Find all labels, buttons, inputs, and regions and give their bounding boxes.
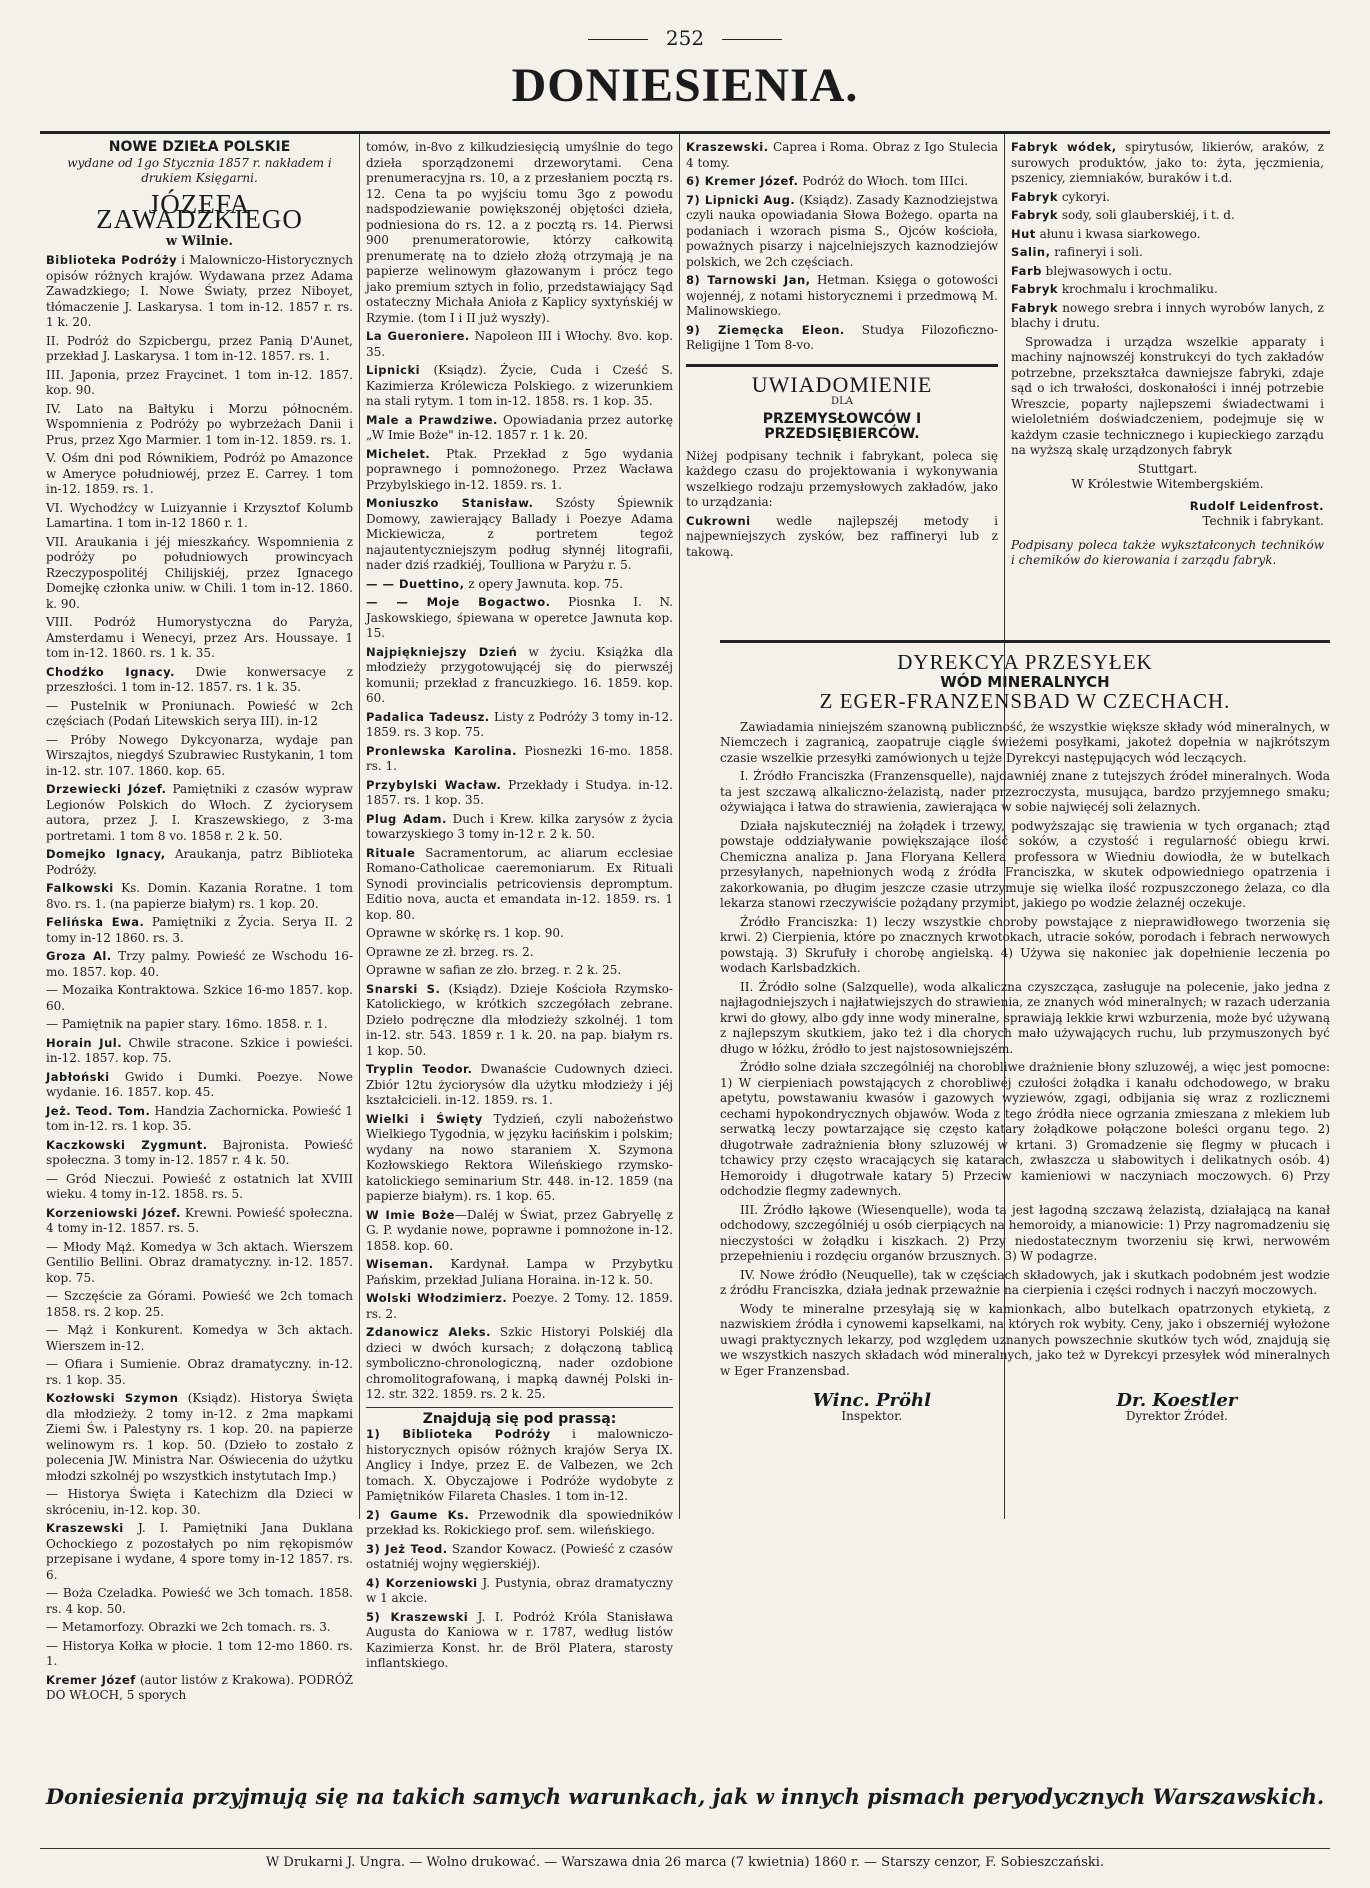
list-item (46, 1673, 353, 1704)
publisher-place: w Wilnie. (165, 233, 234, 249)
entry-name: Pronlewska Karolina. (366, 743, 517, 758)
entry-name: Rituale (366, 845, 416, 860)
list-item (366, 1325, 673, 1403)
dyrekcya-paragraph: I. Źródło Franciszka (Franzensquelle), najdawniéj znane z tutejszych źródeł mineralnych. Woda ta jest szczawą alkaliczno-żelazistą, nader przezroczysta, musująca, bardzo przyjemnego smaku; ożywiająca i łatwa do strawienia, zawierająca w sobie najwięcéj soli żelaznych. (720, 769, 1330, 814)
entry-text: II. Podróż do Szpicbergu, przez Panią D'Aunet, przekład J. Laskarysa. 1 tom in-12. 1857. rs. 1. (46, 333, 353, 363)
entry-text: Bajronista. Powieść społeczna. 3 tomy in-12. 1857 r. 4 k. 50. (46, 1137, 354, 1167)
list-item (46, 1586, 353, 1617)
entry-name: Farb (1011, 263, 1042, 278)
entry-text: tomów, in-8vo z kilkudziesięcią umyślnie do tego dzieła sporządzonemi drzeworytami. Cena prenumeracyjna rs. 10, a z przesłaniem pocztą rs. 12. Cena ta po wyjściu tomu 3go z powodu nadspodziewanie powiększonéj objętości dzieła, podniesiona do rs. 12. a z pocztą rs. 14. Pierwsi 900 prenumeratorowie, którzy całkowitą prenumeratę na to dzieło złożą otrzymają je na papierze welinowym głazowanym i prócz tego jako premium sztych in folio, przedstawiający Sąd ostateczny Michała Anioła z Kaplicy syxtyńskiéj w Rzymie. (tom I i II już wyszły). (366, 140, 673, 325)
list-item (46, 983, 353, 1014)
entry-name: Fabryk (1011, 208, 1058, 222)
col3-entries (686, 140, 998, 354)
entry-text: Podróż do Włoch. tom IIIci. (798, 174, 969, 188)
list-item (366, 1542, 673, 1573)
entry-text: Sacramentorum, ac aliarum ecclesiae Romano-Catholicae caeremoniarum. Ex Rituali Synodi provincialis petricoviensis depromptum. Editio nova, aucta et emandata in-12. 1859. rs. 1 kop. 80. (366, 845, 673, 922)
entry-name: — — Moje Bogactwo. (366, 595, 551, 609)
list-item (46, 1206, 353, 1237)
sig2-name: Dr. Koestler (1116, 1390, 1238, 1411)
uw-cukrowni (686, 514, 998, 561)
entry-name: Fabryk (1011, 189, 1058, 204)
uw-rule (686, 364, 998, 367)
entry-text: Szandor Kowacz. (Powieść z czasów ostatniéj wojny węgierskiéj). (366, 1541, 673, 1571)
entry-name: Snarski S. (366, 981, 441, 996)
dash-right (722, 39, 782, 40)
list-item (1011, 190, 1324, 206)
list-item (366, 1576, 673, 1607)
entry-text: (Ksiądz). Życie, Cuda i Cześć S. Kazimierza Królewicza Polskiego. z wizerunkiem na stali rytym. 1 tom in-12. 1858. rs. 1 kop. 35. (366, 363, 673, 408)
entry-text: — Gród Nieczui. Powieść z ostatnich lat XVIII wieku. 4 tomy in-12. 1858. rs. 5. (46, 1171, 353, 1201)
entry-name: 6) Kremer Józef. (686, 174, 799, 188)
dyrekcya-paragraph: Działa najskuteczniéj na żołądek i trzewy, podwyższając się trawienia w tych organach; ztąd powstaje oddziaływanie powiększające ilość soków, a czystość i regularność obiegu krwi. Chemiczna analiza p. Jana Floryana Kellera professora w Wiedniu dowiodła, że w butelkach przesyłanych, napełnionych wodą z źródła Franciszka, w skutek odpowiedniego opatrzenia i zakorkowania, po długim jeszcze czasie utrzymuje się wielka ilość rozpuszczonego żelaza, co dla lekarza stanowi rzeczywiście pożądany przymiot, jakiego po wodzie żelaznéj oczekuje. (720, 818, 1330, 910)
col2-entries (366, 140, 673, 1403)
entry-text: Studya Filozoficzno-Religijne 1 Tom 8-vo. (686, 322, 998, 352)
column-1 (40, 134, 360, 1702)
list-item (686, 273, 998, 320)
list-item (46, 1172, 353, 1203)
entry-name: Fabryk (1011, 300, 1058, 315)
press-entries (366, 1427, 673, 1672)
list-item (46, 1240, 353, 1287)
entry-text: — Pamiętnik na papier stary. 16mo. 1858. r. 1. (46, 1017, 328, 1031)
entry-name: 7) Lipnicki Aug. (686, 192, 796, 207)
list-item (46, 501, 353, 532)
list-item (1011, 264, 1324, 280)
list-item (46, 1104, 353, 1135)
list-item (366, 595, 673, 642)
entry-name: Salin, (1011, 245, 1051, 259)
list-item (366, 744, 673, 775)
entry-text: — Szczęście za Górami. Powieść we 2ch tomach 1858. rs. 2 kop. 25. (46, 1289, 353, 1319)
list-item (366, 945, 673, 961)
list-item (1011, 245, 1324, 261)
list-item (46, 402, 353, 449)
dyrekcya-title-2: WÓD MINERALNYCH (940, 672, 1110, 691)
list-item (686, 140, 998, 171)
dyrekcya-ad (720, 640, 1330, 1540)
column-2 (360, 134, 680, 1670)
entry-text: VI. Wychodźcy w Luizyannie i Krzysztof Kolumb Lamartina. 1 tom in-12 1860 r. 1. (46, 500, 353, 530)
dyrekcya-paragraph: Wody te mineralne przesyłają się w kamionkach, albo butelkach opatrzonych etykietą, z nazwiskiem źródła i cynowemi kapselkami, na których rok wybity. Ceny, jako i obszerniéj wyłożone uwagi praktycznych lekarzy, pod względem uznanych powszechnie skutków tych wód, znajdują się we wszystkich naszych składach wód mineralnych, jako też w Dyrekcyi przesyłek wód mineralnych w Eger Franzensbad. (720, 1301, 1330, 1378)
entry-text: sody, soli glauberskiéj, i t. d. (1058, 208, 1235, 222)
list-item (46, 1521, 353, 1583)
entry-name: Michelet. (366, 446, 431, 461)
entry-text: Hetman. Księga o gotowości wojennéj, z notami historycznemi i przedmową M. Malinowskiego. (686, 273, 998, 318)
entry-text: (Ksiądz). Zasady Kaznodziejstwa czyli nauka opowiadania Słowa Bożego. oparta na podaniach i wzorach pisma S., Ojców kościoła, poważnych pisarzy i najcelniejszych kaznodziejów polskich, we 2ch częściach. (686, 192, 998, 269)
entry-name: Przybylski Wacław. (366, 777, 502, 792)
entry-text: i Malowniczo-Historycznych opisów różnych krajów. Wydawana przez Adama Zawadzkiego; I. Nowe Światy, przez Niboyet, tłómaczenie J. Laskarysa. 1 tom in-12. 1857 r. rs. 1 k. 20. (46, 253, 353, 329)
entry-text: Oprawne w skórkę rs. 1 kop. 90. (366, 926, 564, 940)
list-item (46, 1620, 353, 1636)
entry-name: Plug Adam. (366, 811, 447, 826)
entry-text: Krewni. Powieść społeczna. 4 tomy in-12. 1857. rs. 5. (46, 1205, 353, 1235)
list-item (46, 1639, 353, 1670)
entry-name: Fabryk (1011, 282, 1058, 296)
entry-text: blejwasowych i octu. (1041, 263, 1173, 278)
uw-text: Niżej podpisany technik i fabrykant, poleca się każdego czasu do projektowania i wykonywania wszelkiego rodzaju przemysłowych zakładów, jako to urządzania: (686, 448, 998, 509)
imprint-rule (40, 1848, 1330, 1849)
entry-name: Domejko Ignacy, (46, 847, 166, 861)
list-item (46, 733, 353, 780)
uw-dla: DLA (831, 396, 853, 407)
list-item (46, 451, 353, 498)
list-item (46, 699, 353, 730)
entry-text: Gwido i Dumki. Poezye. Nowe wydanie. 16. 1857. kop. 45. (46, 1069, 353, 1099)
list-item (366, 1508, 673, 1539)
dyrekcya-title-3: Z EGER-FRANZENSBAD W CZECHACH. (819, 689, 1231, 713)
publisher-name: JÓZEFA ZAWADZKIEGO (96, 188, 303, 234)
entry-name: Fabryk wódek, (1011, 140, 1117, 154)
signature-2 (1116, 1390, 1238, 1424)
entry-text: i malowniczo-historycznych opisów różnych krajów Serya IX. Anglicy i Indye, przez E. de Valbezen, we 2ch tomach. X. Obyczajowe i Podróże wydobyte z Pamiętników Filareta Chasles. 1 tom in-12. (366, 1427, 673, 1503)
col4-place: Stuttgart. (1137, 461, 1198, 476)
list-item (46, 1036, 353, 1067)
entry-text: — Mąż i Konkurent. Komedya w 3ch aktach. Wierszem in-12. (46, 1323, 353, 1353)
col1-subheading: wydane od 1go Stycznia 1857 r. nakładem i drukiem Księgarni. (67, 155, 332, 185)
col1-entries (46, 253, 353, 1704)
entry-text: Przewodnik dla spowiedników przekład ks. Rokickiego prof. sem. wileńskiego. (366, 1507, 673, 1537)
entry-name: — — Duettino, (366, 576, 465, 591)
list-item (366, 645, 673, 707)
page-number: 252 (665, 26, 705, 50)
entry-text: (autor listów z Krakowa). PODRÓŻ DO WŁOCH, 5 sporych (46, 1672, 353, 1702)
entry-text: Chwile stracone. Szkice i powieści. in-12. 1857. kop. 75. (46, 1035, 353, 1065)
entry-text: Duch i Krew. kilka zarysów z życia towarzyskiego 3 tomy in-12 r. 2 k. 50. (366, 811, 673, 841)
list-item (1011, 282, 1324, 298)
list-item (366, 1062, 673, 1109)
entry-text: — Historya Święta i Katechizm dla Dzieci w skróceniu, in-12. kop. 30. (46, 1487, 353, 1517)
list-item (46, 949, 353, 980)
list-item (46, 881, 353, 912)
dyrekcya-signatures (720, 1390, 1330, 1424)
list-item (46, 1391, 353, 1484)
entry-name: Najpiękniejszy Dzień (366, 644, 518, 659)
col4-signer-title: Technik i fabrykant. (1202, 514, 1324, 528)
entry-text: Przekłady i Studya. in-12. 1857. rs. 1 kop. 35. (366, 777, 674, 807)
entry-name: Tryplin Teodor. (366, 1062, 473, 1076)
list-item (366, 447, 673, 494)
entry-text: VII. Araukania i jéj mieszkańcy. Wspomnienia z podróży po południowych prowincyach Rzeczypospolitéj Chilijskiéj, przez Ignacego Domejkę członka uniw. w Chili. 1 tom in-12. 1860. k. 90. (46, 534, 353, 611)
entry-text: — Pustelnik w Proniunach. Powieść w 2ch częściach (Podań Litewskich serya III). in-12 (46, 698, 353, 728)
entry-text: spirytusów, likierów, araków, z surowych produktów, jako to: żyta, jęczmienia, pszenicy, ziemniaków, buraków i t.d. (1011, 140, 1324, 185)
entry-text: Poezye. 2 Tomy. 12. 1859. rs. 2. (366, 1291, 673, 1321)
notice: Doniesienia przyjmują się na takich samych warunkach, jak w innych pismach peryodycznych Warszawskich. (45, 1784, 1325, 1809)
entry-text: — Metamorfozy. Obrazki we 2ch tomach. rs. 3. (46, 1620, 331, 1634)
entry-text: Listy z Podróży 3 tomy in-12. 1859. rs. 3 kop. 75. (366, 709, 673, 739)
entry-name: Kraszewski. (686, 140, 769, 154)
entry-text: rafineryi i soli. (1050, 245, 1143, 259)
entry-text: Araukanja, patrz Biblioteka Podróży. (46, 847, 353, 877)
entry-text: — Ofiara i Sumienie. Obraz dramatyczny. in-12. rs. 1 kop. 35. (46, 1357, 353, 1387)
entry-text: Caprea i Roma. Obraz z Igo Stulecia 4 tomy. (686, 140, 998, 170)
entry-name: La Gueroniere. (366, 329, 470, 343)
list-item (46, 847, 353, 878)
entry-text: Szósty Śpiewnik Domowy, zawierający Ballady i Poezye Adama Mickiewicza, z portretem tegoż najautentyczniejszym podług słynnéj litografii, nader dziś rzadkiéj, Toulliona w Paryżu r. 5. (366, 496, 674, 572)
entry-name: Wiseman. (366, 1257, 434, 1271)
entry-name: Wielki i Święty (366, 1111, 483, 1126)
entry-text: Piosnka I. N. Jaskowskiego, śpiewana w operetce Jawnuta kop. 15. (366, 595, 673, 640)
entry-text: — Historya Kołka w płocie. 1 tom 12-mo 1860. rs. 1. (46, 1638, 353, 1668)
entry-name: Zdanowicz Aleks. (366, 1325, 492, 1339)
list-item (46, 368, 353, 399)
list-item (686, 193, 998, 271)
entry-name: Drzewiecki Józef. (46, 782, 167, 796)
list-item (46, 1070, 353, 1101)
entry-name: 3) Jeż Teod. (366, 1541, 448, 1556)
entry-name: 5) Kraszewski (366, 1609, 469, 1624)
entry-text: w życiu. Książka dla młodzieży przygotowującéj się do pierwszéj komunii; przekład z francuzkiego. 16. 1859. kop. 60. (366, 644, 673, 705)
list-item (46, 665, 353, 696)
entry-name: 4) Korzeniowski (366, 1575, 478, 1590)
entry-text: — Boża Czeladka. Powieść we 3ch tomach. 1858. rs. 4 kop. 50. (46, 1586, 353, 1616)
entry-text: Oprawne ze zł. brzeg. rs. 2. (366, 944, 534, 959)
entry-text: ałunu i kwasa siarkowego. (1035, 226, 1201, 241)
entry-text: — Mozaika Kontraktowa. Szkice 16-mo 1857. kop. 60. (46, 983, 353, 1013)
list-item (46, 253, 353, 331)
dyrekcya-paragraph: III. Źródło łąkowe (Wiesenquelle), woda ta jest łagodną szczawą żelazistą, działającą na kanał odchodowy, szczególniéj u osób cierpiących na hemoroidy, a mianowicie: 1) Przy nagromadzeniu się nieczystości w żołądku i kiszkach. 2) Przy niedostatecznym tworzeniu się krwi, nerwowém przepełnieniu i rozdęciu organów brzusznych. 3) W podagrze. (720, 1202, 1330, 1263)
list-item (1011, 208, 1324, 224)
entry-text: nowego srebra i innych wyrobów lanych, z blachy i drutu. (1011, 300, 1324, 330)
uw-cukrowni-label: Cukrowni (686, 513, 751, 528)
entry-text: (Ksiądz). Dzieje Kościoła Rzymsko-Katolickiego, w krótkich szczegółach zebrane. Dzieło podręczne dla młodzieży szkolnéj. 1 tom in-12. str. 543. 1859 r. 1 k. 20. na pap. białym rs. 1 kop. 50. (366, 981, 673, 1058)
list-item (366, 778, 673, 809)
entry-text: Trzy palmy. Powieść ze Wschodu 16-mo. 1857. kop. 40. (46, 949, 353, 979)
entry-name: Horain Jul. (46, 1035, 123, 1050)
dyrekcya-paragraph: Zawiadamia niniejszém szanowną publiczność, że wszystkie większe składy wód mineralnych, w Niemczech i zagranicą, zaopatruje ciągle świeżemi posyłkami, jakoteż dopełnia w najkrótszym czasie wszelkie przesyłki zamówionych u tejże Dyrekcyi następujących wód leczących. (720, 719, 1330, 765)
entry-text: — Próby Nowego Dykcyonarza, wydaje pan Wirszajtos, niegdyś Szubrawiec Rustykanin, 1 tom in-12. str. 107. 1860. kop. 65. (46, 732, 354, 778)
list-item (1011, 140, 1324, 187)
signature-1 (812, 1390, 931, 1424)
entry-text: Pamiętniki z czasów wypraw Legionów Polskich do Włoch. Z życiorysem autora, przez J. I. Kraszewskiego, z 3-ma portretami. 1 tom 8 vo. 1858 r. 2 k. 50. (46, 782, 353, 843)
list-item (686, 323, 998, 354)
entry-name: Padalica Tadeusz. (366, 709, 490, 724)
entry-text: Pamiętniki z Życia. Serya II. 2 tomy in-12 1860. rs. 3. (46, 915, 353, 945)
entry-text: Tydzień, czyli nabożeństwo Wielkiego Tygodnia, w języku łacińskim i polskim; wydany na nowo staraniem X. Szymona Kozłowskiego Rektora Wileńskiego rzymsko-katolickiego seminarium Str. 448. in-12. 1859 (na papierze białym). rs. 1 kop. 65. (366, 1111, 673, 1203)
list-item (46, 1138, 353, 1169)
entry-text: IV. Lato na Bałtyku i Morzu północném. Wspomnienia z Podróży po wybrzeżach Danii i Prus, przez Xgo Marmier. 1 tom in-12. 1859. rs. 1. (46, 401, 353, 447)
entry-text: z opery Jawnuta. kop. 75. (464, 576, 623, 591)
list-item (366, 1291, 673, 1322)
entry-text: Szkic Historyi Polskiéj dla dzieci w dwóch kursach; z dołączoną tablicą symboliczno-chronologiczną, nader ozdobione chromolitografowaną, i mapką dawnéj Polski in-12. str. 322. 1859. rs. 2 k. 25. (366, 1325, 673, 1401)
dyrekcya-paragraph: IV. Nowe źródło (Neuquelle), tak w częściach składowych, jak i skutkach podobném jest wodzie z źródłu Franciszka, działa jednak przeważnie na cierpienia i części rodnych i naczyń moczowych. (720, 1267, 1330, 1297)
uw-title: UWIADOMIENIE (751, 371, 933, 397)
entry-name: Chodźko Ignacy. (46, 664, 175, 679)
list-item (366, 329, 673, 360)
dyrekcya-paragraph: Źródło solne działa szczególniéj na chorobliwe drażnienie błony szluzowéj, a więc jest pomocne: 1) W cierpieniach powstających z chorobliwéj czułości żołądka i kanału odchodowego, w braku apetytu, powstawaniu kwasów i gazowych wyziewów, zgagi, odbijania się wraz z rozlicznemi cechami hypokondrycznych objawów. Woda z tego źródła niece ogrzania zmieszana z mlekiem lub serwatką leczy powtarzające się często katary żołądkowe połączone boleści organu tego. 2) długotrwałe zadrażnienia błony szluzowéj w krtani. 3) Gromadzenie się flegmy w płucach i tchawicy przy często wracających się katarach, zwłaszcza u słabowitych i delikatnych osób. 4) Hemoroidy i długotrwałe katary 5) Przeciw kamieniowi w naczyniach moczowych. 6) Przy odchodzie flegmy zadewnych. (720, 1060, 1330, 1198)
entry-text: Kardynał. Lampa w Przybytku Pańskim, przekład Juliana Horaina. in-12 k. 50. (366, 1257, 673, 1287)
entry-name: Korzeniowski Józef. (46, 1205, 181, 1220)
dyrekcya-title-1: DYREKCYA PRZESYŁEK (897, 650, 1153, 674)
entry-text: V. Ośm dni pod Równikiem, Podróż po Amazonce w Ameryce południowéj, przez E. Carrey. 1 tom in-12. 1859. rs. 1. (46, 451, 353, 496)
entry-name: Lipnicki (366, 363, 421, 377)
entry-text: (Ksiądz). Historya Święta dla młodzieży. 2 tomy in-12. z 2ma mapkami Ziemi Św. i Palestyny rs. 1 kop. 20. na papierze welinowym rs. 1 kop. 50. (Dzieło to zostało z polecenia JW. Ministra Nar. Oświecenia do użytku młodzi szkolnéj po wszystkich instytutach Imp.) (46, 1391, 354, 1483)
list-item (366, 812, 673, 843)
list-item (1011, 227, 1324, 243)
uw-subtitle: PRZEMYSŁOWCÓW I PRZEDSIĘBIERCÓW. (762, 410, 922, 442)
list-item (46, 1017, 353, 1033)
entry-text: Ptak. Przekład z 5go wydania poprawnego i pomnożonego. Przez Wacława Przybylskiego in-12. 1859. rs. 1. (366, 446, 673, 492)
entry-name: 8) Tarnowski Jan, (686, 273, 811, 287)
entry-name: 1) Biblioteka Podróży (366, 1427, 551, 1441)
entry-name: Moniuszko Stanisław. (366, 496, 534, 510)
list-item (366, 140, 673, 326)
col4-note: Podpisany poleca także wykształconych techników i chemików do kierowania i zarządu fabryk. (1011, 537, 1324, 567)
entry-text: Piosnezki 16-mo. 1858. rs. 1. (366, 743, 673, 773)
list-item (366, 413, 673, 444)
entry-text: — Młody Mąż. Komedya w 3ch aktach. Wierszem Gentilio Bellini. Obraz dramatyczny. in-12. 1857. kop. 75. (46, 1239, 353, 1285)
list-item (366, 982, 673, 1060)
entry-name: Hut (1011, 226, 1036, 241)
page-number-row (40, 26, 1330, 50)
entry-text: Opowiadania przez autorkę „W Imie Boże" in-12. 1857 r. 1 k. 20. (366, 412, 674, 442)
list-item (366, 1427, 673, 1505)
list-item (46, 1357, 353, 1388)
entry-name: Biblioteka Podróży (46, 253, 178, 267)
dyrekcya-paragraph: II. Źródło solne (Salzquelle), woda alkaliczna czyszcząca, zasługuje na polecenie, jako jedna z najłagodniejszych i najłatwiejszych do strawienia, ze znanych wód mineralnych; w razach uderzania krwi do głowy, albo gdy inne wody mineralne, sprawiają lekkie krwi wzburzenia, może być używaną z najlepszym skutkiem, jako też i dla chorych mało używających ruchu, lub przymuszonych być długo w łóżku, źródło to jest najstosowniejszém. (720, 979, 1330, 1056)
list-item (46, 535, 353, 613)
list-item (46, 1323, 353, 1354)
entry-text: Handzia Zachornicka. Powieść 1 tom in-12. rs. 1 kop. 35. (46, 1103, 353, 1133)
col4-place2: W Królestwie Witembergskiém. (1071, 477, 1264, 491)
press-rule (366, 1407, 673, 1408)
entry-name: 2) Gaume Ks. (366, 1507, 470, 1522)
entry-text: Napoleon III i Włochy. 8vo. kop. 35. (366, 329, 674, 359)
entry-text: —Daléj w Świat, przez Gabryellę z G. P. wydanie nowe, poprawne i pomnożone in-12. 1858. kop. 60. (366, 1207, 674, 1253)
imprint: W Drukarni J. Ungra. — Wolno drukować. — Warszawa dnia 26 marca (7 kwietnia) 1860 r. — Starszy cenzor, F. Sobieszczański. (265, 1855, 1105, 1870)
uw-cukrowni-text: wedle najlepszéj metody i najpewniejszych zysków, bez raffineryi lub z takową. (686, 513, 998, 559)
entry-name: Kaczkowski Zygmunt. (46, 1137, 208, 1152)
entry-name: Felińska Ewa. (46, 915, 145, 929)
sig1-title: Inspektor. (841, 1408, 903, 1423)
entry-name: W Imie Boże (366, 1207, 455, 1222)
entry-text: Dwanaście Cudownych dzieci. Zbiór 12tu życiorysów dla użytku młodzieży i jéj kształcicieli. in-12. 1859. rs. 1. (366, 1062, 673, 1107)
entry-name: Jabłoński (46, 1069, 110, 1084)
col4-entries (1011, 140, 1324, 332)
masthead: DONIESIENIA. (511, 59, 859, 112)
entry-text: III. Japonia, przez Fraycinet. 1 tom in-12. 1857. kop. 90. (46, 367, 353, 397)
list-item (366, 496, 673, 574)
dash-left (588, 39, 648, 40)
list-item (46, 615, 353, 662)
list-item (46, 1487, 353, 1518)
entry-name: Groza Al. (46, 949, 112, 963)
list-item (686, 174, 998, 190)
entry-text: VIII. Podróż Humorystyczna do Paryża, Amsterdamu i Wenecyi, przez Ars. Houssaye. 1 tom in-12. 1860. rs. 1 k. 35. (46, 615, 353, 660)
sig1-name: Winc. Pröhl (812, 1390, 931, 1411)
list-item (46, 782, 353, 844)
dyrekcya-rule (720, 640, 1330, 643)
entry-name: Male a Prawdziwe. (366, 412, 498, 427)
list-item (366, 1257, 673, 1288)
list-item (46, 1289, 353, 1320)
entry-text: Oprawne w safian ze zło. brzeg. r. 2 k. 25. (366, 963, 622, 977)
entry-name: 9) Ziemęcka Eleon. (686, 322, 845, 337)
list-item (366, 710, 673, 741)
list-item (366, 846, 673, 924)
dyrekcya-paragraph: Źródło Franciszka: 1) leczy wszystkie choroby powstające z nieprawidłowego tworzenia się krwi. 2) Cierpienia, które po znacznych krwotokach, utracie soków, porodach i febrach nerwowych powstają. 3) Skrufuły i chorobę angielską. 4) Używa się nakoniec jak dopełnienie leczenia po wodach Karlsbadzkich. (720, 914, 1330, 975)
list-item (366, 363, 673, 410)
list-item (366, 1610, 673, 1672)
entry-text: J. Pustynia, obraz dramatyczny w 1 akcie. (366, 1575, 674, 1605)
entry-text: Dwie konwersacye z przeszłości. 1 tom in-12. 1857. rs. 1 k. 35. (46, 664, 353, 694)
list-item (46, 334, 353, 365)
entry-name: Falkowski (46, 881, 114, 895)
press-heading: Znajdują się pod prassą: (422, 1410, 617, 1427)
dyrekcya-paragraphs (720, 720, 1330, 1380)
entry-name: Kozłowski Szymon (46, 1391, 179, 1405)
entry-name: Kremer Józef (46, 1672, 136, 1687)
sig2-title: Dyrektor Źródeł. (1125, 1408, 1228, 1423)
list-item (46, 915, 353, 946)
entry-text: J. I. Podróż Króla Stanisława Augusta do Kaniowa w r. 1787, według listów Kazimierza Konst. hr. de Bröl Platera, starosty inflantskiego. (366, 1609, 673, 1670)
entry-name: Kraszewski (46, 1521, 124, 1535)
list-item (366, 963, 673, 979)
list-item (366, 1208, 673, 1255)
entry-text: cykoryi. (1058, 189, 1110, 204)
entry-name: Jeż. Teod. Tom. (46, 1103, 151, 1118)
col4-signer: Rudolf Leidenfrost. (1189, 498, 1324, 513)
entry-text: J. I. Pamiętniki Jana Duklana Ochockiego z pozostałych po nim rękopismów przepisane i wydane, 4 spore tomy in-12 1857. rs. 6. (46, 1521, 353, 1582)
entry-text: krochmalu i krochmaliku. (1058, 282, 1218, 296)
entry-text: Ks. Domin. Kazania Roratne. 1 tom 8vo. rs. 1. (na papierze białym) rs. 1 kop. 20. (46, 881, 353, 911)
col1-heading: NOWE DZIEŁA POLSKIE (108, 139, 291, 155)
col4-paragraph: Sprowadza i urządza wszelkie apparaty i machiny najnowszéj konstrukcyi do tych zakładów potrzebne, przekształca dawniejsze fabryki, zdaje sąd o ich trwałości, doskonałości i innéj potrzebie Wreszcie, poparty najlepszemi świadectwami i wieloletniém doświadczeniem, podejmuje się w każdym czasie technicznego i kupieckiego zarządu na wyższą skalę urządzonych fabryk (1011, 334, 1324, 457)
list-item (366, 577, 673, 593)
entry-name: Wolski Włodzimierz. (366, 1291, 508, 1305)
list-item (366, 926, 673, 942)
list-item (366, 1112, 673, 1205)
list-item (1011, 301, 1324, 332)
